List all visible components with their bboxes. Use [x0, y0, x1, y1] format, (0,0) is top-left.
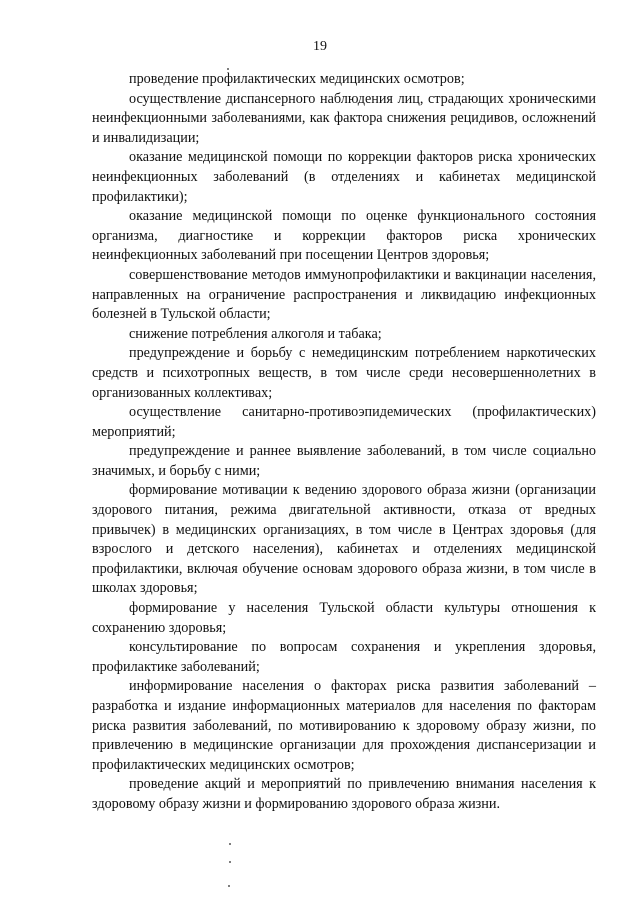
paragraph: предупреждение и раннее выявление заболеваний, в том числе социально значимых, и борьбу с ними; — [92, 443, 596, 479]
paragraph: оказание медицинской помощи по коррекции факторов риска хронических неинфекционных заболеваний (в отделениях и кабинетах медицинской профилактики); — [92, 149, 596, 205]
paragraph: формирование у населения Тульской области культуры отношения к сохранению здоровья; — [92, 600, 596, 636]
paragraph: информирование населения о факторах риска развития заболеваний – разработка и издание информационных материалов для населения по факторам риска развития заболеваний, по мотивированию к здоровому образу жизни, по привлечению в медицинские организации для прохождения диспансеризации и профилактических медицинских осмотров; — [92, 678, 596, 773]
document-body — [92, 70, 596, 815]
scan-speck-bottom — [229, 861, 231, 863]
paragraph: предупреждение и борьбу с немедицинским потреблением наркотических средств и психотропных веществ, в том числе среди несовершеннолетних в организованных коллективах; — [92, 345, 596, 401]
paragraph: совершенствование методов иммунопрофилактики и вакцинации населения, направленных на ограничение распространения и ликвидацию инфекционных болезней в Тульской области; — [92, 266, 596, 323]
paragraph: консультирование по вопросам сохранения и укрепления здоровья, профилактике заболеваний; — [92, 639, 596, 675]
paragraph: осуществление санитарно-противоэпидемических (профилактических) мероприятий; — [92, 404, 596, 440]
paragraph: проведение профилактических медицинских осмотров; — [129, 71, 465, 87]
paragraph: проведение акций и мероприятий по привлечению внимания населения к здоровому образу жизни и формированию здорового образа жизни. — [92, 776, 596, 812]
page-number: 19 — [313, 39, 327, 54]
scan-speck-bottom — [229, 843, 231, 845]
paragraph: формирование мотивации к ведению здорового образа жизни (организации здорового питания, режима двигательной активности, отказа от вредных привычек) в медицинских организациях, в том числе в Центрах здоровья (для взрослого и детского населения), кабинетах и отделениях медицинской профилактики, включая обучение основам здорового образа жизни, в том числе в школах здоровья; — [92, 482, 596, 597]
paragraph: оказание медицинской помощи по оценке функционального состояния организма, диагностике и коррекции факторов риска хронических неинфекционных заболеваний при посещении Центров здоровья; — [92, 208, 596, 264]
scan-speck-bottom — [228, 885, 230, 887]
paragraph: снижение потребления алкоголя и табака; — [129, 325, 382, 342]
paragraph: осуществление диспансерного наблюдения лиц, страдающих хроническими неинфекционными заболеваниями, как фактора снижения рецидивов, осложнений и инвалидизации; — [92, 90, 596, 146]
